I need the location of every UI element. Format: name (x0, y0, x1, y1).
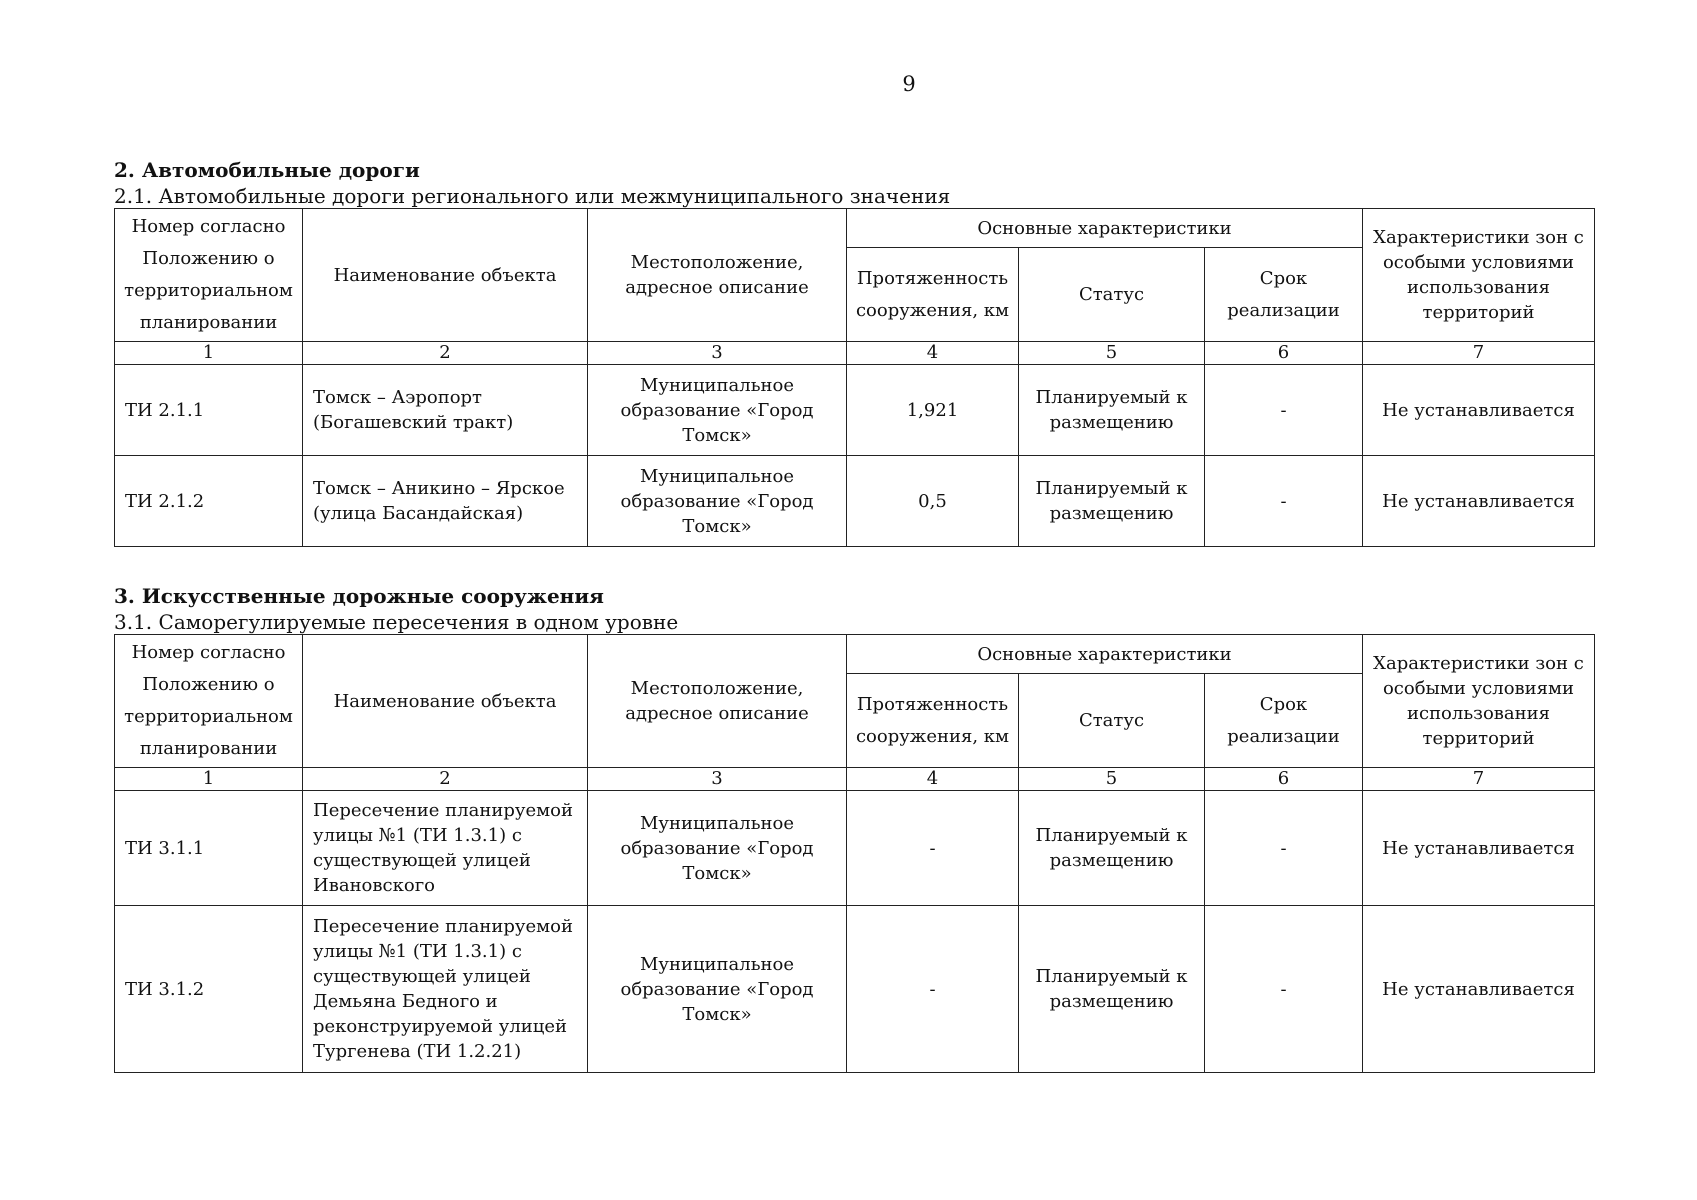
header-zones: Характеристики зон с особыми условиями использования территорий (1363, 209, 1595, 342)
object-location: Муниципальное образование «Город Томск» (588, 456, 847, 547)
object-id: ТИ 3.1.1 (115, 791, 303, 906)
table-row (115, 456, 1595, 547)
header-location: Местоположение, адресное описание (588, 209, 847, 342)
section-roads (114, 156, 1594, 547)
object-term: - (1205, 365, 1363, 456)
object-status: Планируемый к размещению (1019, 365, 1205, 456)
table-row (115, 365, 1595, 456)
header-length: Протяженность сооружения, км (847, 248, 1019, 342)
header-status: Статус (1019, 674, 1205, 768)
column-number: 4 (847, 768, 1019, 791)
object-zones: Не устанавливается (1363, 456, 1595, 547)
column-number: 4 (847, 342, 1019, 365)
object-length: - (847, 791, 1019, 906)
table-header-row (115, 209, 1595, 248)
object-term: - (1205, 456, 1363, 547)
object-location: Муниципальное образование «Город Томск» (588, 906, 847, 1073)
table-header-row (115, 635, 1595, 674)
column-number-row (115, 342, 1595, 365)
column-number-row (115, 768, 1595, 791)
column-number: 5 (1019, 342, 1205, 365)
column-number: 5 (1019, 768, 1205, 791)
section-title: 2. Автомобильные дороги (114, 158, 420, 182)
header-name: Наименование объекта (303, 209, 588, 342)
header-number: Номер согласно Положению о территориальном планировании (115, 209, 303, 342)
object-zones: Не устанавливается (1363, 906, 1595, 1073)
intersections-table (114, 634, 1595, 1073)
column-number: 2 (303, 342, 588, 365)
object-zones: Не устанавливается (1363, 365, 1595, 456)
header-number: Номер согласно Положению о территориальном планировании (115, 635, 303, 768)
object-status: Планируемый к размещению (1019, 906, 1205, 1073)
header-term: Срок реализации (1205, 674, 1363, 768)
header-location: Местоположение, адресное описание (588, 635, 847, 768)
object-status: Планируемый к размещению (1019, 456, 1205, 547)
header-length: Протяженность сооружения, км (847, 674, 1019, 768)
object-location: Муниципальное образование «Город Томск» (588, 791, 847, 906)
header-name: Наименование объекта (303, 635, 588, 768)
section-title: 3. Искусственные дорожные сооружения (114, 584, 604, 608)
object-zones: Не устанавливается (1363, 791, 1595, 906)
header-main-characteristics: Основные характеристики (847, 635, 1363, 674)
column-number: 6 (1205, 768, 1363, 791)
table-row (115, 791, 1595, 906)
object-name: Томск – Аэропорт (Богашевский тракт) (303, 365, 588, 456)
column-number: 7 (1363, 342, 1595, 365)
object-term: - (1205, 791, 1363, 906)
object-name: Пересечение планируемой улицы №1 (ТИ 1.3.1) с существующей улицей Ивановского (303, 791, 588, 906)
table-row (115, 906, 1595, 1073)
section-structures (114, 582, 1594, 1073)
column-number: 2 (303, 768, 588, 791)
object-id: ТИ 2.1.2 (115, 456, 303, 547)
object-term: - (1205, 906, 1363, 1073)
column-number: 7 (1363, 768, 1595, 791)
subsection-title: 2.1. Автомобильные дороги регионального или межмуниципального значения (114, 184, 951, 208)
column-number: 3 (588, 342, 847, 365)
column-number: 3 (588, 768, 847, 791)
page-number: 9 (902, 72, 916, 96)
header-term: Срок реализации (1205, 248, 1363, 342)
header-status: Статус (1019, 248, 1205, 342)
subsection-title: 3.1. Саморегулируемые пересечения в одном уровне (114, 610, 679, 634)
object-name: Пересечение планируемой улицы №1 (ТИ 1.3.1) с существующей улицей Демьяна Бедного и реконструируемой улицей Тургенева (ТИ 1.2.21) (303, 906, 588, 1073)
column-number: 1 (115, 768, 303, 791)
roads-table (114, 208, 1595, 547)
object-length: 1,921 (847, 365, 1019, 456)
object-location: Муниципальное образование «Город Томск» (588, 365, 847, 456)
header-main-characteristics: Основные характеристики (847, 209, 1363, 248)
object-status: Планируемый к размещению (1019, 791, 1205, 906)
column-number: 6 (1205, 342, 1363, 365)
object-name: Томск – Аникино – Ярское (улица Басандайская) (303, 456, 588, 547)
object-length: - (847, 906, 1019, 1073)
column-number: 1 (115, 342, 303, 365)
object-id: ТИ 3.1.2 (115, 906, 303, 1073)
header-zones: Характеристики зон с особыми условиями использования территорий (1363, 635, 1595, 768)
object-length: 0,5 (847, 456, 1019, 547)
object-id: ТИ 2.1.1 (115, 365, 303, 456)
